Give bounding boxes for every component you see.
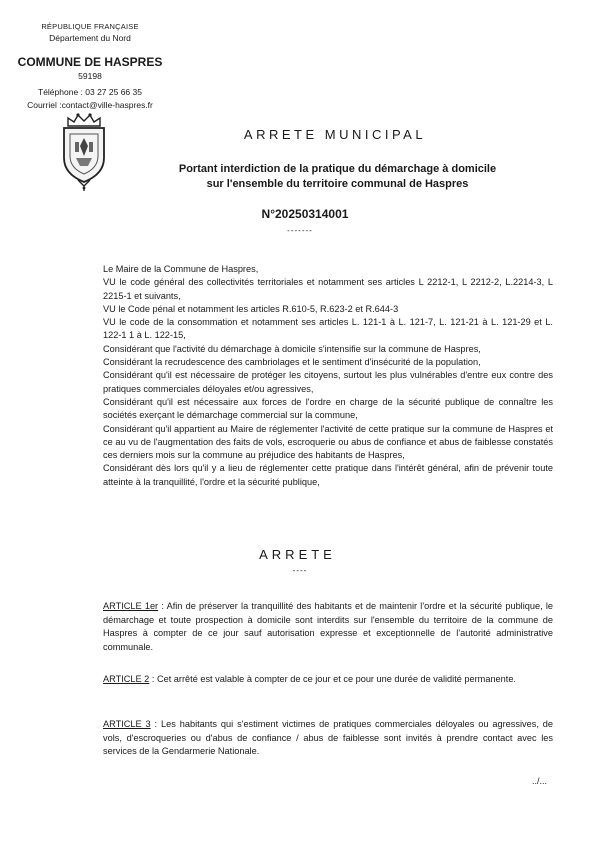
considerant-paragraph: Considérant qu'il appartient au Maire de réglementer l'activité de cette pratique sur la commune de Haspres et ce au vu de l'augmentation des faits de vols, escroquerie ou abus de confiance et abus de faiblesse constatés ces derniers mois sur la commune au préjudice des habitants de Haspres,: [103, 423, 553, 461]
separator: -------: [287, 226, 313, 235]
article-3: [103, 718, 553, 759]
considerants-list: [103, 263, 553, 489]
considerant-paragraph: VU le code de la consommation et notamment ses articles L. 121-1 à L. 121-7, L. 121-21 à L. 121-29 et L. 122-1 1 à L. 122-15,: [103, 317, 553, 341]
article-label: ARTICLE 2: [103, 674, 150, 684]
decision-title: ARRETE: [259, 547, 336, 562]
considerant-paragraph: VU le Code pénal et notamment les articles R.610-5, R.623-2 et R.644-3: [103, 303, 399, 314]
considerant-paragraph: Considérant que l'activité du démarchage à domicile s'intensifie sur la commune de Haspres,: [103, 343, 481, 354]
postcode: 59198: [78, 71, 102, 81]
document-title: ARRETE MUNICIPAL: [243, 127, 427, 142]
continuation-marker: ../...: [531, 776, 547, 786]
considerant-paragraph: Considérant la recrudescence des cambriolages et le sentiment d'insécurité de la population,: [103, 357, 481, 368]
article-label: ARTICLE 3: [103, 719, 151, 729]
phone-number: Téléphone : 03 27 25 66 35: [38, 87, 142, 97]
article-text: : Les habitants qui s'estiment victimes de pratiques commerciales déloyales ou agressives, de vols, d'escroqueries ou d'abus de confiance / abus de faiblesse sont invités à prendre contact avec les services de la Gendarmerie Nationale.: [103, 719, 553, 756]
coat-of-arms-icon: [58, 112, 110, 192]
document-subtitle: [150, 162, 525, 192]
decision-separator: ----: [292, 566, 308, 575]
department-name: Département du Nord: [49, 33, 131, 43]
commune-name: COMMUNE DE HASPRES: [17, 55, 163, 69]
considerant-paragraph: Considérant dès lors qu'il y a lieu de réglementer cette pratique dans l'intérêt général, afin de prévenir toute atteinte à la tranquillité, l'ordre et la sécurité publique,: [103, 463, 553, 487]
subtitle-line-2: sur l'ensemble du territoire communal de Haspres: [206, 178, 469, 190]
reference-number: N°20250314001: [261, 207, 349, 221]
considerant-paragraph: VU le code général des collectivités territoriales et notamment ses articles L 2212-1, L 2212-2, L.2214-3, L 2215-1 et suivants,: [103, 277, 553, 301]
article-2: [103, 673, 553, 687]
republic-header: RÉPUBLIQUE FRANÇAISE: [41, 22, 139, 31]
article-label: ARTICLE 1er: [103, 601, 159, 611]
email-address: Courriel :contact@ville-haspres.fr: [27, 100, 153, 110]
considerant-paragraph: Le Maire de la Commune de Haspres,: [103, 264, 259, 274]
article-text: : Afin de préserver la tranquillité des habitants et de maintenir l'ordre et la sécurité publique, le démarchage et toute prospection à domicile sont interdits sur l'ensemble du territoire de la commune de Haspres à compter de ce jour sauf autorisation expresse et exceptionnelle de l'autorité administrative communale.: [103, 601, 553, 652]
article-1: [103, 600, 553, 654]
considerant-paragraph: Considérant qu'il est nécessaire aux forces de l'ordre en charge de la sécurité publique de connaître les sociétés exerçant le démarchage commercial sur la commune,: [103, 396, 553, 421]
subtitle-line-1: Portant interdiction de la pratique du démarchage à domicile: [178, 163, 497, 175]
article-text: : Cet arrêté est valable à compter de ce jour et ce pour une durée de validité permanente.: [149, 674, 516, 684]
considerant-paragraph: Considérant qu'il est nécessaire de protéger les citoyens, surtout les plus vulnérables d'entre eux contre des pratiques commerciales déloyales et/ou agressives,: [103, 370, 553, 394]
